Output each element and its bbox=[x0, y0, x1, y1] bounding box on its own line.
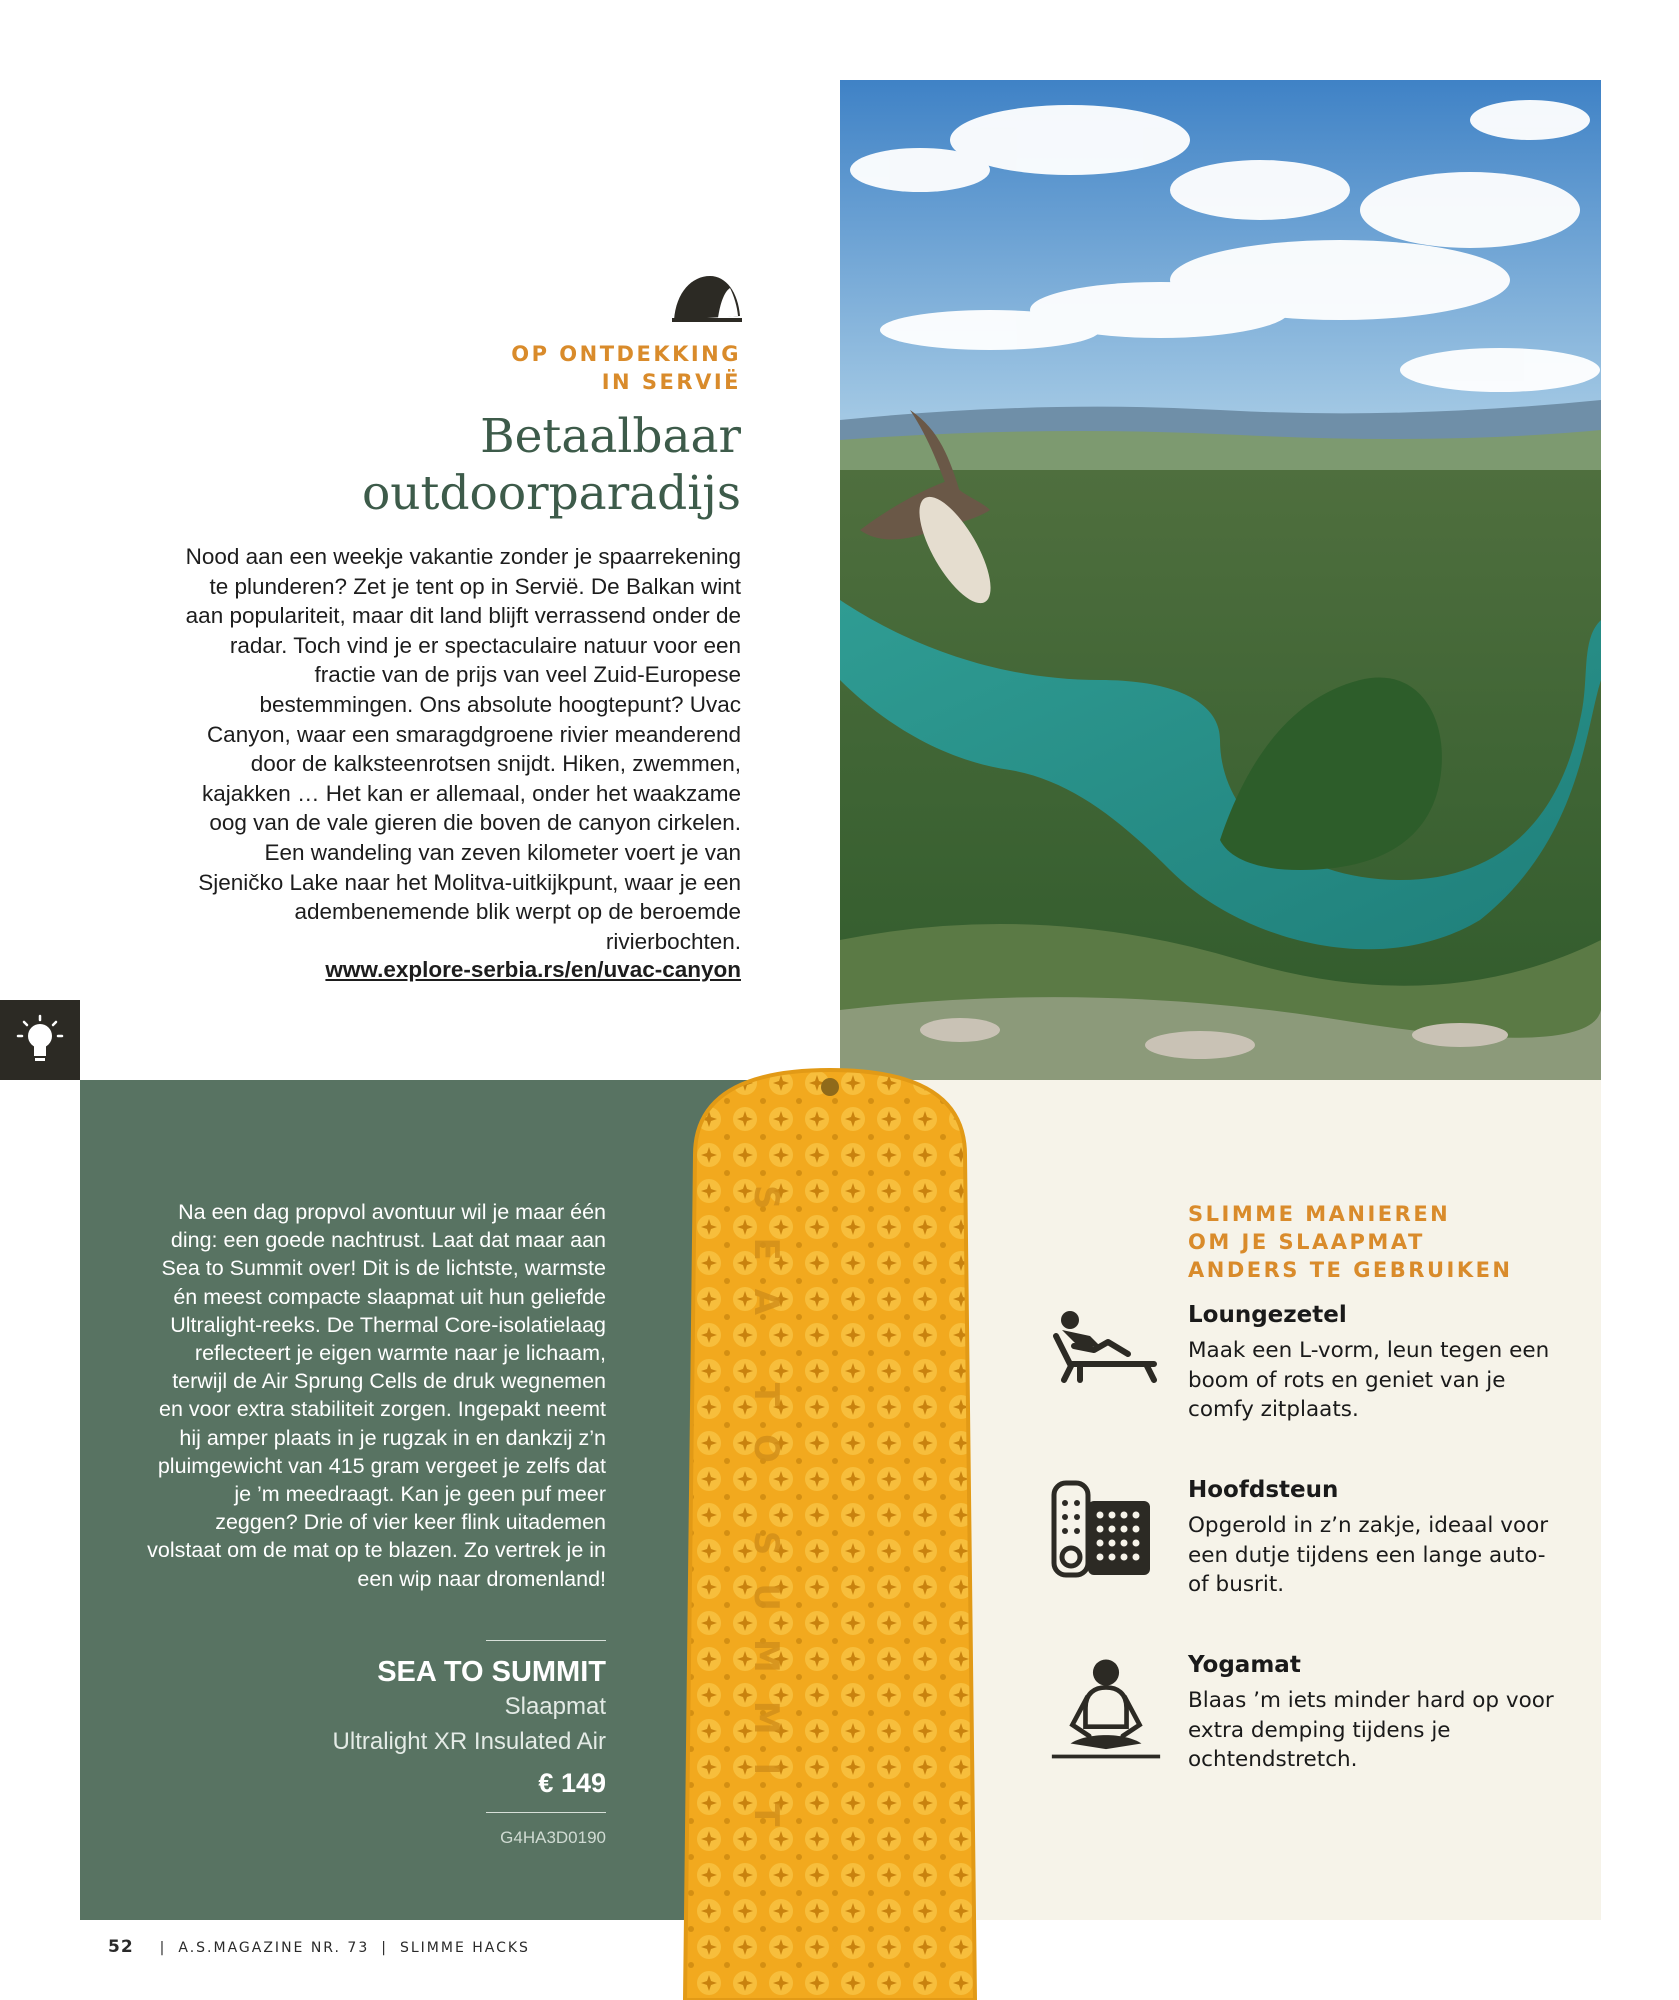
tips-heading-line-1: SLIMME MANIEREN bbox=[1188, 1202, 1451, 1226]
product-description: Na een dag propvol avontuur wil je maar één ding: een goede nachtrust. Laat dat maar aan Sea to Summit over! Dit is de lichtste, warmste én meest compacte slaapmat uit hun geliefde Ultralight-reeks. De Thermal Core-isolatielaag reflecteert je eigen warmte naar je lichaam, terwijl de Air Sprung Cells de druk wegnemen en voor extra stabiliteit zorgen. Ingepakt neemt hij amper plaats in je rugzak in en dankzij z’n pluimgewicht van 415 gram vergeet je zelfs dat je ’m meedraagt. Kan je geen puf meer zeggen? Drie of vier keer flink uitademen volstaat om de mat op te blazen. Zo vertrek je in een wip naar dromenland! bbox=[147, 1200, 606, 1591]
tip-text: Maak een L-vorm, leun tegen een boom of rots en geniet van je comfy zitplaats. bbox=[1188, 1338, 1550, 1423]
lounge-chair-icon bbox=[1050, 1302, 1162, 1414]
tips-heading-line-2: OM JE SLAAPMAT bbox=[1188, 1230, 1425, 1254]
product-sku: G4HA3D0190 bbox=[500, 1828, 606, 1847]
tip-title: Hoofdsteun bbox=[1188, 1477, 1339, 1503]
section-name: SLIMME HACKS bbox=[399, 1940, 530, 1956]
tip-title: Loungezetel bbox=[1188, 1302, 1347, 1328]
page-footer: 52 | A.S.MAGAZINE NR. 73 | SLIMME HACKS bbox=[108, 1937, 530, 1957]
product-model: Ultralight XR Insulated Air bbox=[332, 1728, 606, 1755]
canyon-photo bbox=[840, 80, 1601, 1080]
tip-text: Blaas ’m iets minder hard op voor extra demping tijdens je ochtendstretch. bbox=[1188, 1688, 1554, 1773]
lightbulb-icon bbox=[0, 1000, 80, 1080]
article-body: Nood aan een weekje vakantie zonder je spaarrekening te plunderen? Zet je tent op in Servië. De Balkan wint aan populariteit, maar dit land blijft verrassend onder de radar. Toch vind je er spectaculaire natuur voor een fractie van de prijs van veel Zuid-Europese bestemmingen. Ons absolute hoogtepunt? Uvac Canyon, waar een smaragdgroene rivier meanderend door de kalksteenrotsen snijdt. Hiken, zwemmen, kajakken … Het kan er allemaal, onder het waakzame oog van de vale gieren die boven de canyon cirkelen. Een wandeling van zeven kilometer voert je van Sjeničko Lake naar het Molitva-uitkijkpunt, waar je een adembenemende blik werpt op de beroemde rivierbochten. bbox=[185, 544, 741, 954]
tip-badge bbox=[0, 1000, 80, 1080]
article-link[interactable]: www.explore-serbia.rs/en/uvac-canyon bbox=[325, 957, 741, 982]
kicker-line-2: IN SERVIË bbox=[601, 370, 741, 394]
divider bbox=[486, 1812, 606, 1813]
product-price: € 149 bbox=[538, 1768, 606, 1798]
divider bbox=[486, 1640, 606, 1641]
headline-line-2: outdoorparadijs bbox=[361, 466, 741, 521]
tip-title: Yogamat bbox=[1188, 1652, 1301, 1678]
magazine-name: A.S.MAGAZINE NR. 73 bbox=[178, 1940, 370, 1956]
page-number: 52 bbox=[108, 1937, 134, 1957]
kicker-line-1: OP ONTDEKKING bbox=[511, 342, 741, 366]
article-kicker bbox=[411, 340, 741, 396]
sleeping-mat-image bbox=[655, 1065, 1005, 2000]
headline-line-1: Betaalbaar bbox=[480, 409, 741, 464]
product-type: Slaapmat bbox=[504, 1693, 606, 1720]
yoga-icon bbox=[1050, 1652, 1162, 1764]
tip-text: Opgerold in z’n zakje, ideaal voor een dutje tijdens een lange auto- of busrit. bbox=[1188, 1513, 1549, 1598]
mat-brand-print: SEA TO SUMMIT bbox=[746, 1185, 786, 1855]
article-headline bbox=[181, 408, 741, 522]
tent-icon bbox=[668, 270, 744, 326]
tips-heading-line-3: ANDERS TE GEBRUIKEN bbox=[1188, 1258, 1513, 1282]
tips-heading bbox=[1188, 1200, 1548, 1284]
rolled-mat-icon bbox=[1050, 1477, 1162, 1589]
product-brand: SEA TO SUMMIT bbox=[377, 1656, 606, 1688]
